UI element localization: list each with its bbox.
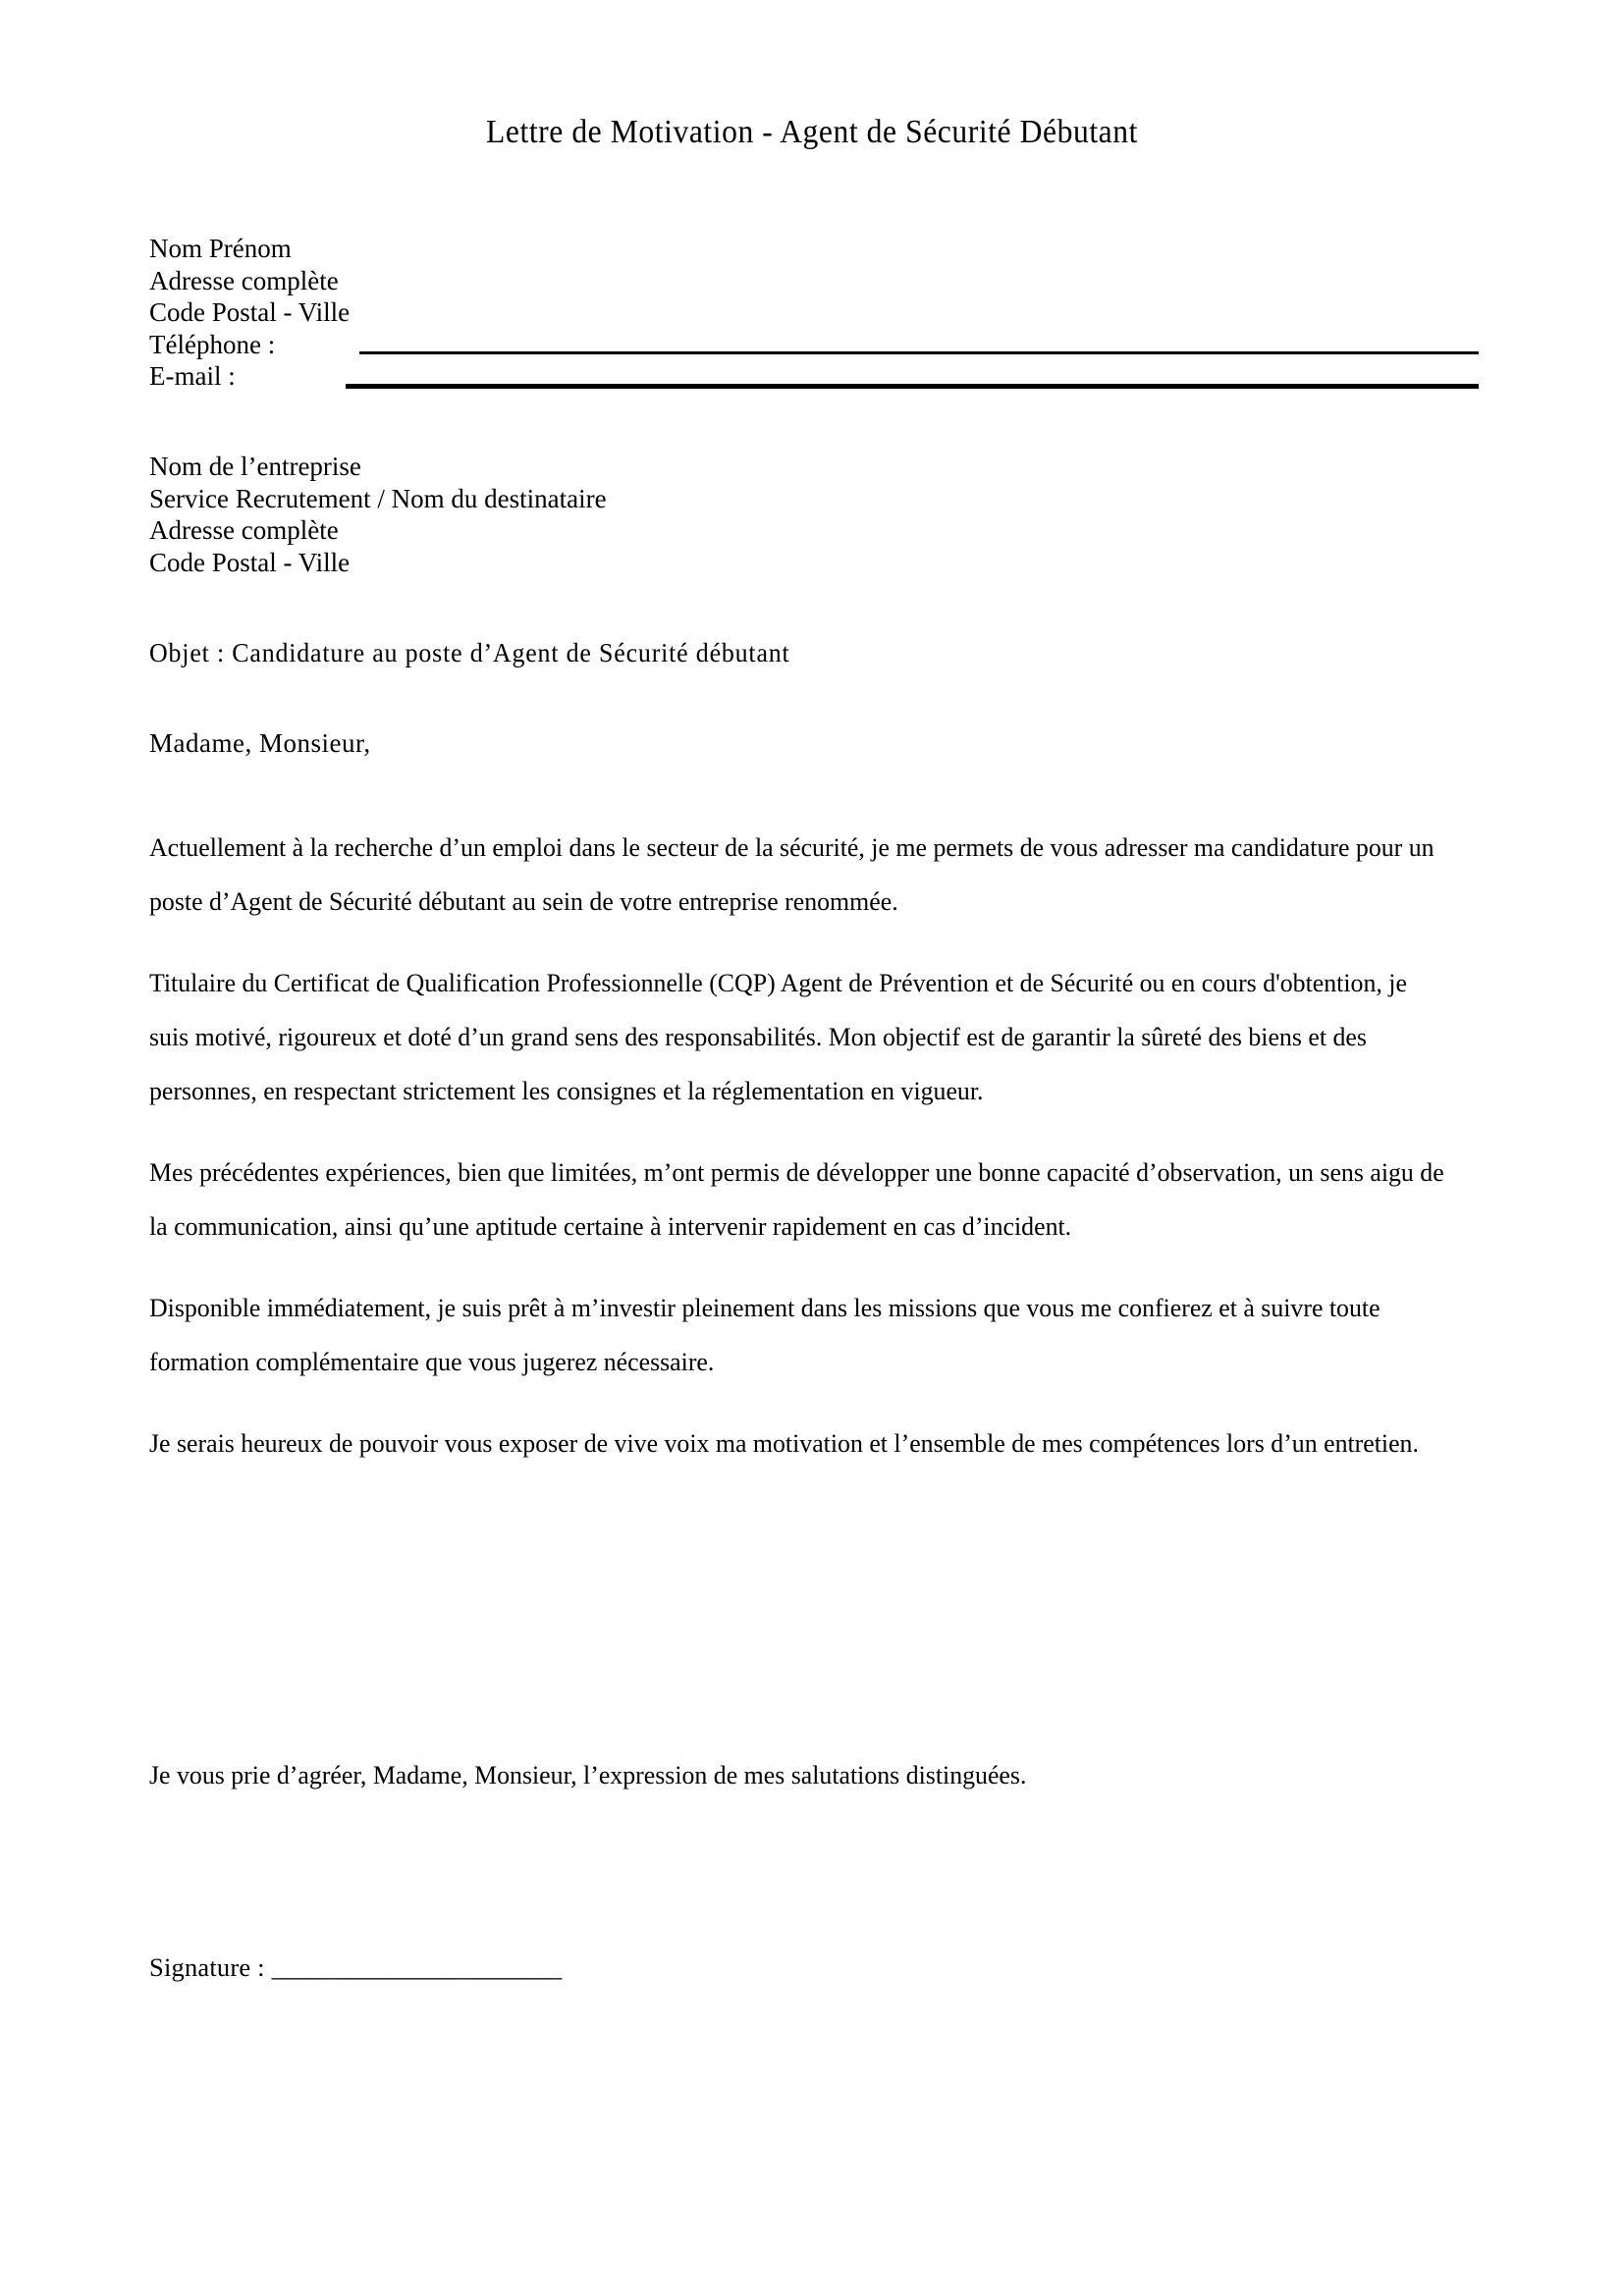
phone-fill-rule <box>359 351 1479 354</box>
sender-address-block <box>149 233 350 393</box>
body-paragraph-5: Je serais heureux de pouvoir vous exposer de vive voix ma motivation et l’ensemble de mes compétences lors d’un entretien. <box>149 1428 1419 1458</box>
sender-line-address: Adresse complète <box>149 265 339 295</box>
recipient-line-address: Adresse complète <box>149 515 339 545</box>
body-paragraph-2: Titulaire du Certificat de Qualification Professionnelle (CQP) Agent de Prévention et de Sécurité ou en cours d'obtention, je suis motivé, rigoureux et doté d’un grand sens des responsabilités. Mon objectif est de garantir la sûreté des biens et des personnes, en respectant strictement les consignes et la réglementation en vigueur. <box>149 968 1407 1105</box>
sender-line-email-label: E-mail : <box>149 361 236 391</box>
body-paragraph-1: Actuellement à la recherche d’un emploi dans le secteur de la sécurité, je me permets de vous adresser ma candidature pour un poste d’Agent de Sécurité débutant au sein de votre entreprise renommée. <box>149 832 1435 916</box>
sender-line-name: Nom Prénom <box>149 234 292 263</box>
body-paragraph-3: Mes précédentes expériences, bien que limitées, m’ont permis de développer une bonne capacité d’observation, un sens aigu de la communication, ainsi qu’une aptitude certaine à intervenir rapidement en cas d’incident. <box>149 1157 1444 1241</box>
recipient-line-company: Nom de l’entreprise <box>149 452 361 481</box>
signature-line: Signature : ______________________ <box>149 1952 563 1982</box>
subject-line: Objet : Candidature au poste d’Agent de Sécurité débutant <box>149 638 790 667</box>
salutation: Madame, Monsieur, <box>149 728 371 758</box>
closing-formula: Je vous prie d’agréer, Madame, Monsieur, l’expression de mes salutations distinguées. <box>149 1760 1027 1789</box>
body-paragraph-4: Disponible immédiatement, je suis prêt à m’investir pleinement dans les missions que vous me confierez et à suivre toute formation complémentaire que vous jugerez nécessaire. <box>149 1293 1380 1376</box>
sender-line-city: Code Postal - Ville <box>149 297 351 327</box>
recipient-line-city: Code Postal - Ville <box>149 547 351 577</box>
recipient-address-block <box>149 451 607 578</box>
email-fill-rule <box>346 384 1479 389</box>
letter-body <box>149 821 1485 1470</box>
recipient-line-department: Service Recrutement / Nom du destinataire <box>149 483 607 513</box>
page-title: Lettre de Motivation - Agent de Sécurité Débutant <box>486 114 1138 150</box>
sender-line-phone-label: Téléphone : <box>149 329 276 359</box>
